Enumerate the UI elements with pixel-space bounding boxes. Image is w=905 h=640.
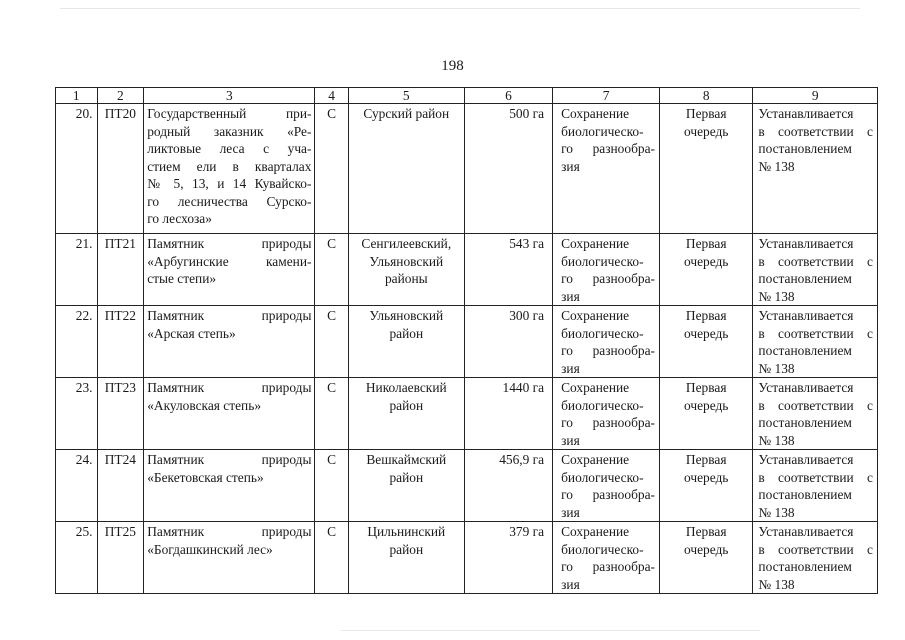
area-code-cell xyxy=(97,306,144,378)
purpose-cell xyxy=(553,522,660,594)
scan-edge-bottom xyxy=(340,630,760,631)
purpose-line: биологическо- xyxy=(561,253,644,269)
category-cell xyxy=(315,234,348,306)
area-name-line: ликтовые леса с уча- xyxy=(147,141,312,156)
purpose-line: зия xyxy=(561,288,580,304)
regime-cell xyxy=(753,522,878,594)
area-code: ПТ22 xyxy=(104,308,136,323)
purpose-line: зия xyxy=(561,504,580,520)
area-name-line: Памятник природы xyxy=(147,524,312,539)
table-row xyxy=(56,234,878,306)
regime-line: в соответствии с xyxy=(758,253,873,269)
regime-line: Устанавливается xyxy=(758,236,854,251)
purpose-line: зия xyxy=(561,158,580,174)
column-header-5: 5 xyxy=(348,88,464,104)
area-code: ПТ20 xyxy=(104,106,136,121)
column-header-7: 7 xyxy=(553,88,660,104)
regime-line: № 138 xyxy=(758,432,795,448)
row-number-cell xyxy=(56,450,98,522)
purpose-cell xyxy=(553,450,660,522)
table-row xyxy=(56,104,878,234)
area-size-cell xyxy=(464,378,552,450)
priority-line: Первая xyxy=(685,106,727,121)
priority-line: Первая xyxy=(685,236,727,251)
priority-line: Первая xyxy=(685,524,727,539)
purpose-line: зия xyxy=(561,432,580,448)
location-cell xyxy=(348,234,464,306)
regime-line: Устанавливается xyxy=(758,524,854,539)
area-code: ПТ21 xyxy=(104,236,136,251)
purpose-line: го разнообра- xyxy=(561,271,655,286)
row-number-cell xyxy=(56,378,98,450)
priority-line: очередь xyxy=(683,325,729,341)
purpose-line: Сохранение xyxy=(561,236,630,251)
regime-line: № 138 xyxy=(758,504,795,520)
location-line: районы xyxy=(384,271,428,286)
purpose-line: Сохранение xyxy=(561,380,630,395)
row-number: 22. xyxy=(75,308,93,323)
column-header-2: 2 xyxy=(97,88,144,104)
area-code-cell xyxy=(97,378,144,450)
category-value: С xyxy=(327,524,337,539)
row-number-cell xyxy=(56,306,98,378)
area-name-line: го лесничества Сурско- xyxy=(147,193,312,209)
page-number: 198 xyxy=(441,58,464,74)
purpose-line: зия xyxy=(561,576,580,592)
area-name-cell xyxy=(144,450,315,522)
purpose-line: го разнообра- xyxy=(561,343,655,358)
priority-line: Первая xyxy=(685,308,727,323)
location-cell xyxy=(348,450,464,522)
regime-line: постановлением xyxy=(758,487,852,502)
regime-line: в соответствии с xyxy=(758,325,873,341)
area-code: ПТ25 xyxy=(104,524,136,539)
row-number-cell xyxy=(56,522,98,594)
area-code-cell xyxy=(97,234,144,306)
area-code: ПТ23 xyxy=(104,380,136,395)
location-line: Сурский район xyxy=(363,106,450,121)
area-name-line: го лесхоза» xyxy=(147,211,212,226)
priority-cell xyxy=(660,378,753,450)
purpose-line: биологическо- xyxy=(561,469,644,485)
regime-cell xyxy=(753,378,878,450)
area-name-line: «Бекетовская степь» xyxy=(147,469,264,485)
purpose-line: биологическо- xyxy=(561,541,644,557)
priority-line: очередь xyxy=(683,469,729,485)
area-code-cell xyxy=(97,522,144,594)
location-cell xyxy=(348,378,464,450)
regime-cell xyxy=(753,306,878,378)
category-value: С xyxy=(327,452,337,467)
location-line: район xyxy=(389,469,424,485)
column-header-6: 6 xyxy=(464,88,552,104)
area-size: 1440 га xyxy=(502,380,545,395)
priority-cell xyxy=(660,306,753,378)
purpose-line: го разнообра- xyxy=(561,487,655,502)
regime-line: Устанавливается xyxy=(758,452,854,467)
area-name-line: родный заказник «Ре- xyxy=(147,123,312,139)
area-name-line: «Акуловская степь» xyxy=(147,397,262,413)
table-body xyxy=(56,104,878,594)
area-name-line: стием ели в кварталах xyxy=(147,158,312,174)
table-row xyxy=(56,306,878,378)
location-cell xyxy=(348,306,464,378)
area-size: 543 га xyxy=(509,236,545,251)
purpose-line: Сохранение xyxy=(561,452,630,467)
area-size-cell xyxy=(464,450,552,522)
area-name-cell xyxy=(144,234,315,306)
regime-line: постановлением xyxy=(758,343,852,358)
location-line: Цильнинский xyxy=(367,524,446,539)
area-name-line: стые степи» xyxy=(147,271,217,286)
priority-cell xyxy=(660,450,753,522)
table-row xyxy=(56,450,878,522)
area-name-line: № 5, 13, и 14 Кувайско- xyxy=(147,176,312,191)
purpose-line: зия xyxy=(561,360,580,376)
regime-line: № 138 xyxy=(758,288,795,304)
category-cell xyxy=(315,378,348,450)
area-name-cell xyxy=(144,306,315,378)
priority-cell xyxy=(660,522,753,594)
purpose-cell xyxy=(553,234,660,306)
priority-cell xyxy=(660,234,753,306)
purpose-line: биологическо- xyxy=(561,123,644,139)
priority-line: очередь xyxy=(683,397,729,413)
location-line: район xyxy=(389,541,424,557)
protected-areas-table xyxy=(55,87,878,594)
purpose-cell xyxy=(553,104,660,234)
location-cell xyxy=(348,104,464,234)
location-cell xyxy=(348,522,464,594)
row-number: 25. xyxy=(75,524,93,539)
priority-line: очередь xyxy=(683,253,729,269)
column-header-4: 4 xyxy=(315,88,348,104)
area-size: 300 га xyxy=(509,308,545,323)
regime-line: в соответствии с xyxy=(758,469,873,485)
purpose-line: биологическо- xyxy=(561,397,644,413)
category-cell xyxy=(315,104,348,234)
area-size-cell xyxy=(464,234,552,306)
purpose-line: биологическо- xyxy=(561,325,644,341)
area-name-line: Памятник природы xyxy=(147,380,312,395)
area-name-line: «Богдашкинский лес» xyxy=(147,541,273,557)
purpose-line: Сохранение xyxy=(561,308,630,323)
purpose-line: го разнообра- xyxy=(561,415,655,430)
category-cell xyxy=(315,522,348,594)
category-cell xyxy=(315,306,348,378)
area-size-cell xyxy=(464,104,552,234)
row-number-cell xyxy=(56,234,98,306)
purpose-line: Сохранение xyxy=(561,524,630,539)
row-number: 24. xyxy=(75,452,93,467)
regime-line: постановлением xyxy=(758,141,852,156)
location-line: район xyxy=(389,397,424,413)
area-name-cell xyxy=(144,522,315,594)
location-line: Николаевский xyxy=(365,380,447,395)
column-header-8: 8 xyxy=(660,88,753,104)
row-number: 21. xyxy=(75,236,93,251)
area-size: 379 га xyxy=(509,524,545,539)
column-header-3: 3 xyxy=(144,88,315,104)
area-code-cell xyxy=(97,104,144,234)
area-name-line: «Арская степь» xyxy=(147,325,236,341)
regime-line: № 138 xyxy=(758,360,795,376)
regime-line: постановлением xyxy=(758,559,852,574)
area-size: 456,9 га xyxy=(499,452,545,467)
regime-line: № 138 xyxy=(758,576,795,592)
area-name-line: Памятник природы xyxy=(147,452,312,467)
row-number: 23. xyxy=(75,380,93,395)
area-name-line: «Арбугинские камени- xyxy=(147,253,312,269)
regime-line: Устанавливается xyxy=(758,106,854,121)
location-line: Сенгилеевский, xyxy=(361,236,452,251)
regime-line: в соответствии с xyxy=(758,541,873,557)
location-line: Ульяновский xyxy=(369,253,444,269)
regime-line: Устанавливается xyxy=(758,308,854,323)
purpose-cell xyxy=(553,378,660,450)
priority-line: очередь xyxy=(683,541,729,557)
priority-cell xyxy=(660,104,753,234)
area-name-cell xyxy=(144,104,315,234)
area-size-cell xyxy=(464,522,552,594)
area-name-line: Государственный при- xyxy=(147,106,312,121)
location-line: Вешкаймский xyxy=(366,452,447,467)
priority-line: Первая xyxy=(685,380,727,395)
regime-line: постановлением xyxy=(758,415,852,430)
category-value: С xyxy=(327,380,337,395)
table-row xyxy=(56,378,878,450)
area-name-line: Памятник природы xyxy=(147,308,312,323)
regime-line: в соответствии с xyxy=(758,123,873,139)
area-code: ПТ24 xyxy=(104,452,136,467)
area-name-cell xyxy=(144,378,315,450)
area-name-line: Памятник природы xyxy=(147,236,312,251)
area-size-cell xyxy=(464,306,552,378)
regime-cell xyxy=(753,450,878,522)
regime-cell xyxy=(753,234,878,306)
category-value: С xyxy=(327,308,337,323)
category-cell xyxy=(315,450,348,522)
regime-line: Устанавливается xyxy=(758,380,854,395)
purpose-line: го разнообра- xyxy=(561,141,655,156)
purpose-cell xyxy=(553,306,660,378)
location-line: район xyxy=(389,325,424,341)
regime-line: постановлением xyxy=(758,271,852,286)
priority-line: Первая xyxy=(685,452,727,467)
purpose-line: Сохранение xyxy=(561,106,630,121)
category-value: С xyxy=(327,236,337,251)
table-row xyxy=(56,522,878,594)
area-size: 500 га xyxy=(509,106,545,121)
table-header-row xyxy=(56,88,878,104)
regime-line: № 138 xyxy=(758,158,795,174)
column-header-9: 9 xyxy=(753,88,878,104)
row-number: 20. xyxy=(75,106,93,121)
row-number-cell xyxy=(56,104,98,234)
area-code-cell xyxy=(97,450,144,522)
category-value: С xyxy=(327,106,337,121)
column-header-1: 1 xyxy=(56,88,98,104)
location-line: Ульяновский xyxy=(369,308,444,323)
purpose-line: го разнообра- xyxy=(561,559,655,574)
regime-cell xyxy=(753,104,878,234)
regime-line: в соответствии с xyxy=(758,397,873,413)
scan-edge-top xyxy=(60,8,860,9)
priority-line: очередь xyxy=(683,123,729,139)
